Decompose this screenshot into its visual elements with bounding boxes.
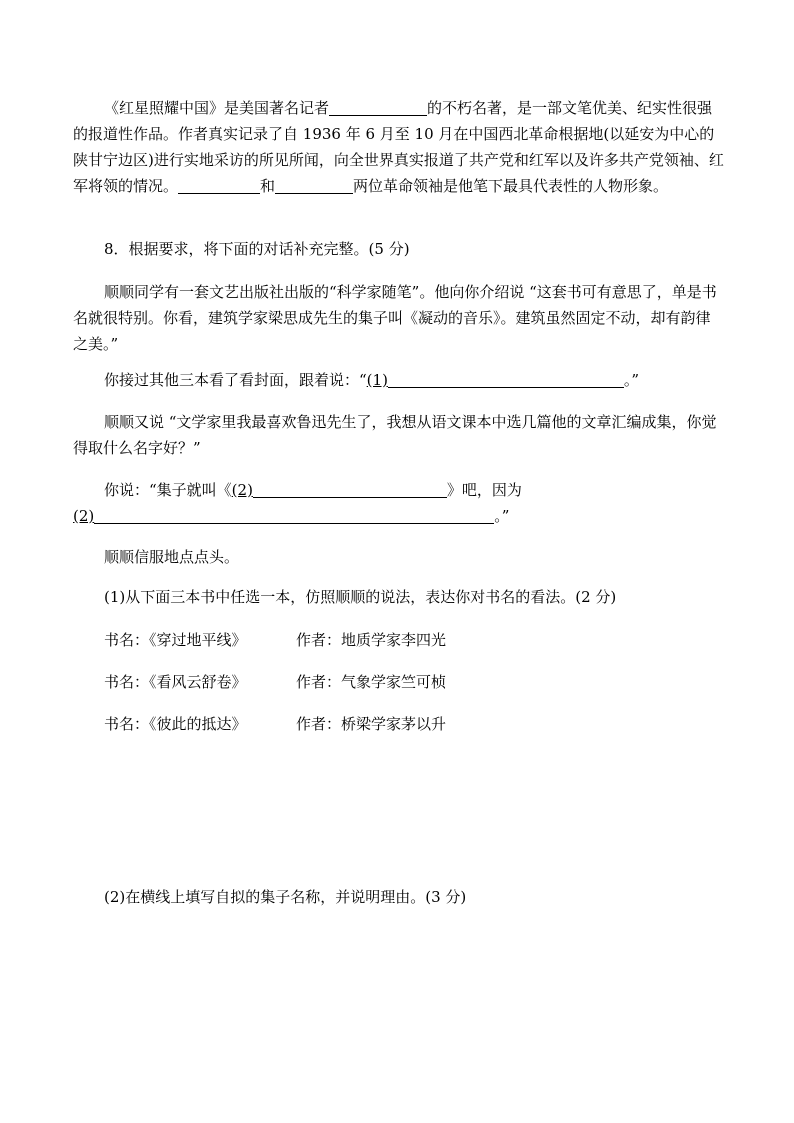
answer-2-title-blank[interactable] [253,479,447,498]
para1-text-a: 《红星照耀中国》是美国著名记者 [104,99,330,117]
leader-blank-2[interactable] [275,175,353,194]
para1-text-c: 和 [260,177,276,195]
dialog-paragraph-2 [73,367,725,393]
dialog-p2-text-b: 。” [623,371,640,389]
dialog-paragraph-1: 顺顺同学有一套文艺出版社出版的“科学家随笔”。他向你介绍说 “这套书可有意思了，单是书名就很特别。你看，建筑学家梁思成先生的集子叫《凝动的音乐》。建筑虽然固定不动，却有韵律之美。” [73,283,717,353]
book-item [104,669,447,695]
sub-question-2: (2)在横线上填写自拟的集子名称，并说明理由。(3 分) [104,888,467,906]
question-8-title: 8．根据要求，将下面的对话补充完整。(5 分) [104,240,410,258]
answer-2-reason-marker: (2) [73,507,95,525]
book-author: 作者：地质学家李四光 [296,631,447,649]
dialog-p4-text-a: 你说：“集子就叫《 [104,481,232,499]
reporter-blank[interactable] [329,97,427,116]
para1-text-d: 两位革命领袖是他笔下最具代表性的人物形象。 [353,177,669,195]
dialog-paragraph-4-line-2 [73,503,725,529]
dialog-p4-text-b: 》吧，因为 [446,481,522,499]
book-author: 作者：气象学家竺可桢 [296,673,447,691]
dialog-paragraph-4 [73,477,725,503]
sub-question-1: (1)从下面三本书中任选一本，仿照顺顺的说法，表达你对书名的看法。(2 分) [104,588,617,606]
answer-2-reason-blank[interactable] [94,505,494,524]
book-title: 书名：《看风云舒卷》 [104,673,247,691]
para1-text-b: 的不朽名著，是一部文笔优美、纪实性很强的报道性作品。作者真实记录了自 1936 年 6 月至 10 月在中国西北革命根据地(以延安为中心的陕甘宁边区)进行实地采访的所见所闻，向全世界真实报道了共产党和红军以及许多共产党领袖、红军将领的情况。 [73,99,724,195]
red-star-paragraph [73,95,725,199]
dialog-paragraph-3: 顺顺又说 “文学家里我最喜欢鲁迅先生了，我想从语文课本中选几篇他的文章汇编成集，你觉得取什么名字好？” [73,413,717,457]
book-item [104,711,447,737]
answer-1-blank[interactable] [388,369,624,388]
leader-blank-1[interactable] [178,175,260,194]
book-author: 作者：桥梁学家茅以升 [296,715,447,733]
book-title: 书名：《穿过地平线》 [104,631,247,649]
book-item [104,627,447,653]
dialog-paragraph-5: 顺顺信服地点点头。 [104,548,240,566]
dialog-p4-text-c: 。” [494,507,510,525]
answer-1-marker: (1) [366,371,388,389]
dialog-p2-text-a: 你接过其他三本看了看封面，跟着说：“ [104,371,367,389]
answer-2-title-marker: (2) [231,481,253,499]
book-title: 书名：《彼此的抵达》 [104,715,247,733]
